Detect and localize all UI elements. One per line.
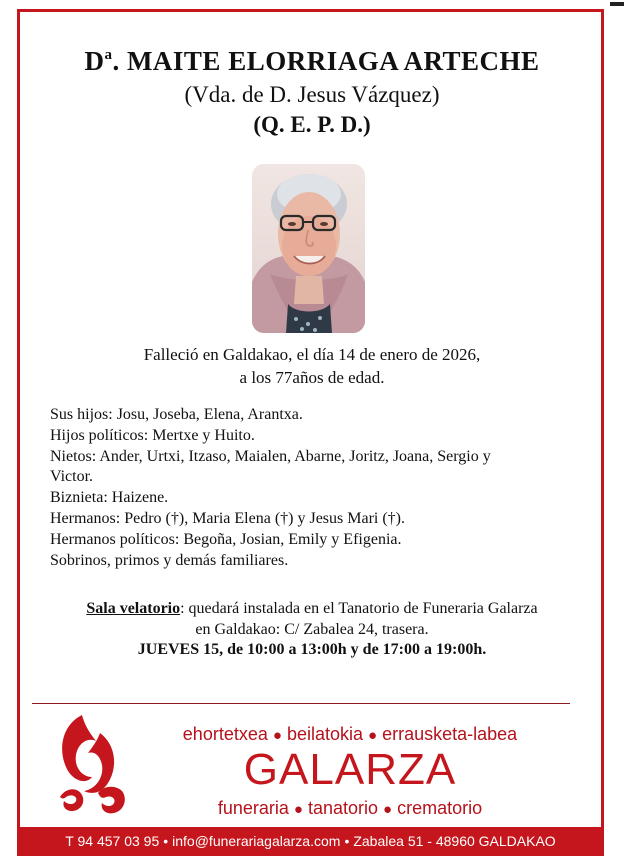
family-line: Biznieta: Haizene.: [50, 489, 169, 507]
footer-divider: [32, 703, 570, 704]
brand-name: GALARZA: [243, 745, 457, 794]
wake-room-label: Sala velatorio: [86, 600, 181, 617]
wake-day: JUEVES 15: [137, 641, 220, 658]
death-age: a los 77años de edad.: [239, 368, 385, 387]
death-place-date: Falleció en Galdakao, el día 14 de enero de 2026,: [143, 345, 481, 364]
death-announcement: [20, 343, 604, 389]
contact-bar: T 94 457 03 95 • info@funerariagalarza.com • Zabalea 51 - 48960 GALDAKAO: [17, 827, 604, 856]
qepd-line: (Q. E. P. D.): [253, 112, 371, 137]
galarza-flame-logo-icon: [52, 711, 132, 817]
family-line: Nietos: Ander, Urtxi, Itzaso, Maialen, Abarne, Joritz, Joana, Sergio y: [50, 447, 491, 465]
widow-of-line: (Vda. de D. Jesus Vázquez): [184, 82, 440, 107]
family-line: Hermanos políticos: Begoña, Josian, Emily y Efigenia.: [50, 530, 402, 548]
family-line: Sobrinos, primos y demás familiares.: [50, 551, 289, 569]
name-prefix: $D^a$.: [84, 46, 120, 76]
family-line: Sus hijos: Josu, Joseba, Elena, Arantxa.: [50, 406, 303, 423]
wake-room-address: en Galdakao: C/ Zabalea 24, trasera.: [195, 621, 429, 638]
wake-hours: JUEVES 15, de 10:00 a 13:00h y de 17:00 a 19:00h.: [137, 641, 487, 658]
family-line: Hijos políticos: Mertxe y Huito.: [50, 426, 255, 444]
services-spanish: funeraria ● tanatorio ● crematorio: [217, 798, 483, 818]
portrait-photo: [252, 164, 365, 333]
family-list: [50, 405, 570, 571]
wake-room-info: [20, 598, 604, 640]
contact-email[interactable]: info@funerariagalarza.com: [172, 833, 341, 849]
family-line: Hermanos: Pedro (†), Maria Elena (†) y Jesus Mari (†).: [50, 509, 406, 527]
contact-phone: T 94 457 03 95: [65, 833, 160, 849]
family-line: Victor.: [50, 468, 94, 486]
services-basque: ehortetxea ● beilatokia ● errausketa-labea: [182, 724, 518, 744]
scan-mark: [610, 2, 624, 6]
deceased-name: $D^a$. MAITE ELORRIAGA ARTECHE: [84, 46, 540, 76]
wake-room-line-1: Sala velatorio: quedará instalada en el Tanatorio de Funeraria Galarza: [86, 600, 538, 617]
contact-address: Zabalea 51 - 48960 GALDAKAO: [353, 833, 556, 849]
